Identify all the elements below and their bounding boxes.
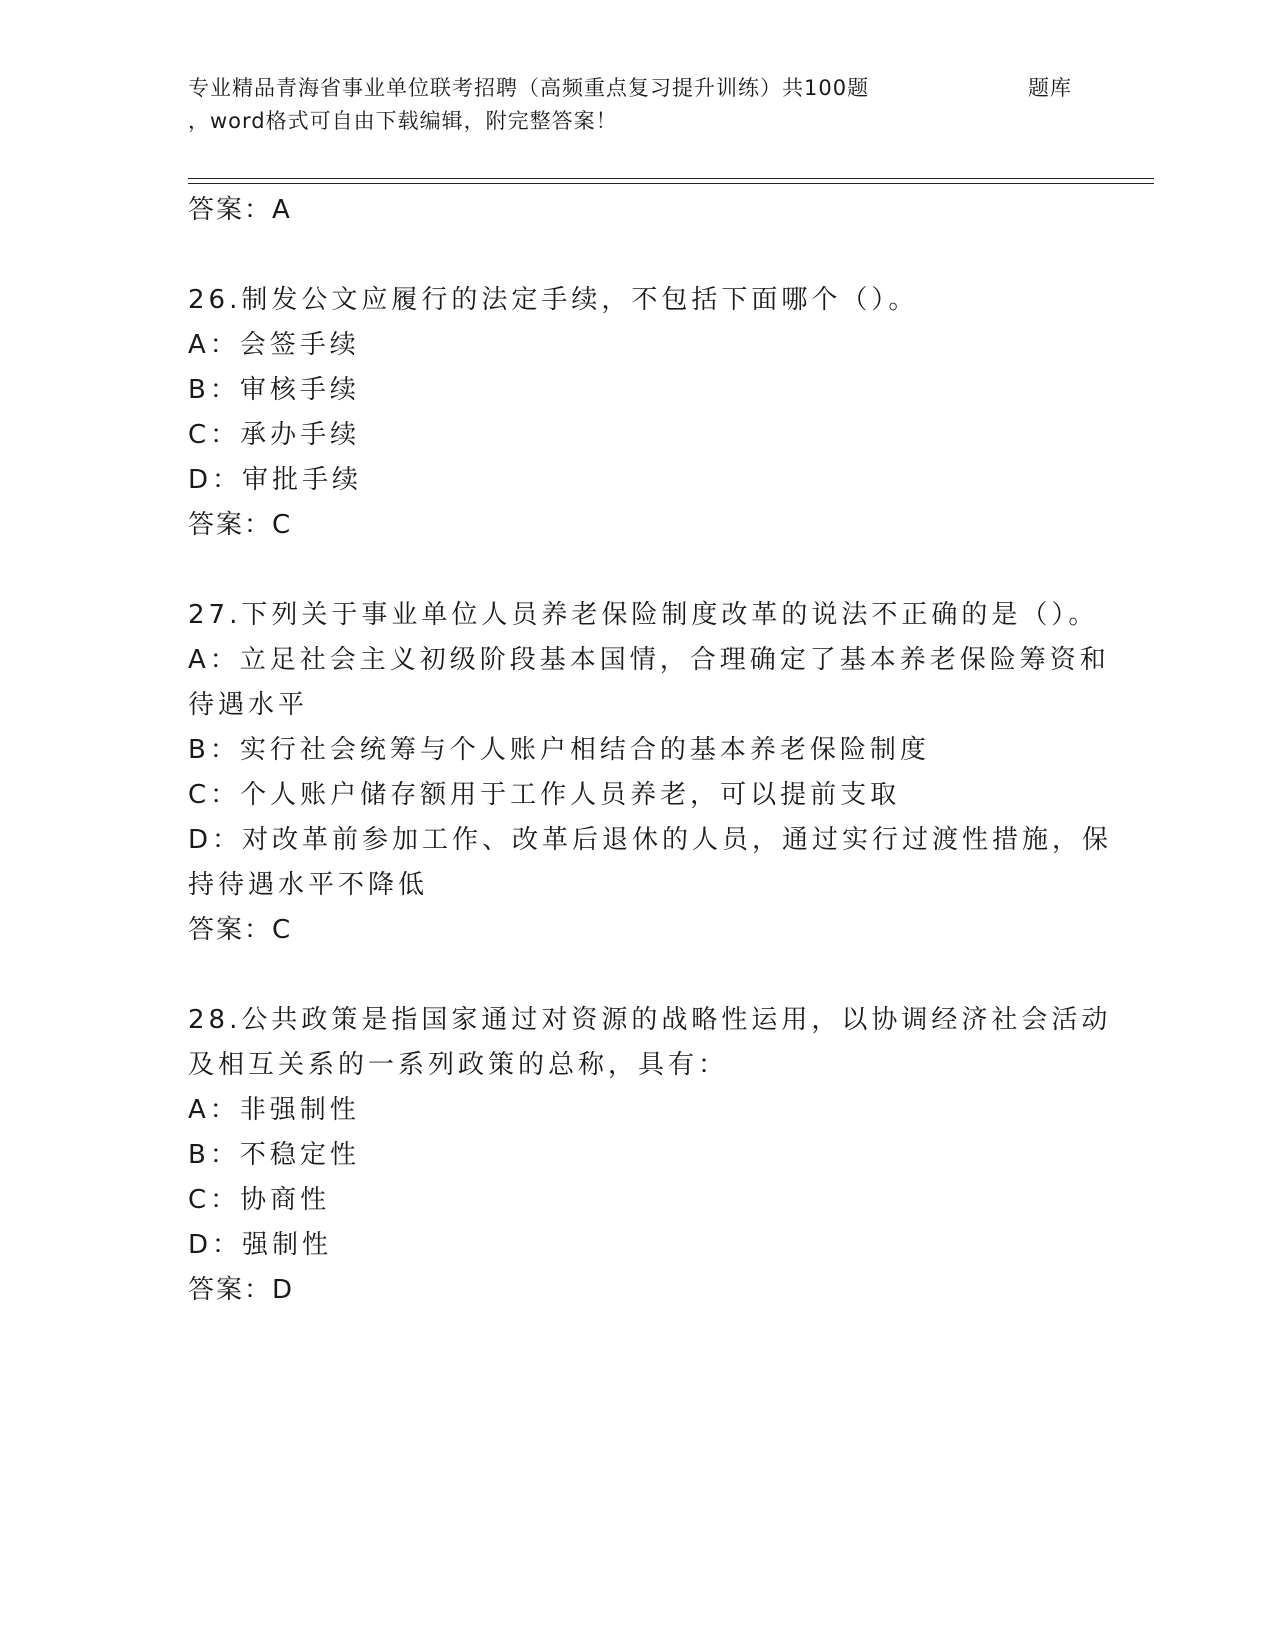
question-stem: 28.公共政策是指国家通过对资源的战略性运用，以协调经济社会活动 — [188, 1005, 1112, 1035]
answer-line: 答案：C — [188, 915, 293, 945]
answer-line: 答案：A — [188, 195, 292, 225]
question-block-28 — [188, 998, 1112, 1313]
option-d-continued: 持待遇水平不降低 — [188, 870, 429, 900]
option-d: D：审批手续 — [188, 465, 363, 495]
spacer — [188, 233, 1088, 278]
header-divider-bottom — [188, 183, 1154, 184]
question-stem: 26.制发公文应履行的法定手续，不包括下面哪个（）。 — [188, 285, 919, 315]
option-a: A：立足社会主义初级阶段基本国情，合理确定了基本养老保险筹资和 — [188, 645, 1110, 675]
option-a-continued: 待遇水平 — [188, 690, 309, 720]
spacer — [188, 548, 1088, 593]
option-b: B：实行社会统筹与个人账户相结合的基本养老保险制度 — [188, 735, 930, 765]
option-b: B：不稳定性 — [188, 1140, 360, 1170]
question-block-27 — [188, 593, 1113, 953]
option-c: C：承办手续 — [188, 420, 361, 450]
option-d: D：强制性 — [188, 1230, 333, 1260]
spacer — [188, 953, 1088, 998]
header-tag: 题库 — [1028, 76, 1072, 100]
option-c: C：协商性 — [188, 1185, 331, 1215]
header-line — [188, 72, 1148, 105]
option-a: A：会签手续 — [188, 330, 360, 360]
question-stem-continued: 及相互关系的一系列政策的总称，具有： — [188, 1050, 729, 1080]
page-header — [188, 72, 1148, 138]
option-a: A：非强制性 — [188, 1095, 360, 1125]
question-content — [188, 188, 1113, 1313]
answer-line: 答案：C — [188, 510, 293, 540]
header-subtitle: ，word格式可自由下载编辑，附完整答案！ — [188, 109, 618, 133]
option-b: B：审核手续 — [188, 375, 360, 405]
header-title: 专业精品青海省事业单位联考招聘（高频重点复习提升训练）共100题 — [188, 76, 870, 100]
option-d: D：对改革前参加工作、改革后退休的人员，通过实行过渡性措施，保 — [188, 825, 1113, 855]
answer-line: 答案：D — [188, 1275, 295, 1305]
option-c: C：个人账户储存额用于工作人员养老，可以提前支取 — [188, 780, 901, 810]
question-stem: 27.下列关于事业单位人员养老保险制度改革的说法不正确的是（）。 — [188, 600, 1099, 630]
header-divider-top — [188, 178, 1154, 179]
question-block-26 — [188, 278, 1088, 548]
